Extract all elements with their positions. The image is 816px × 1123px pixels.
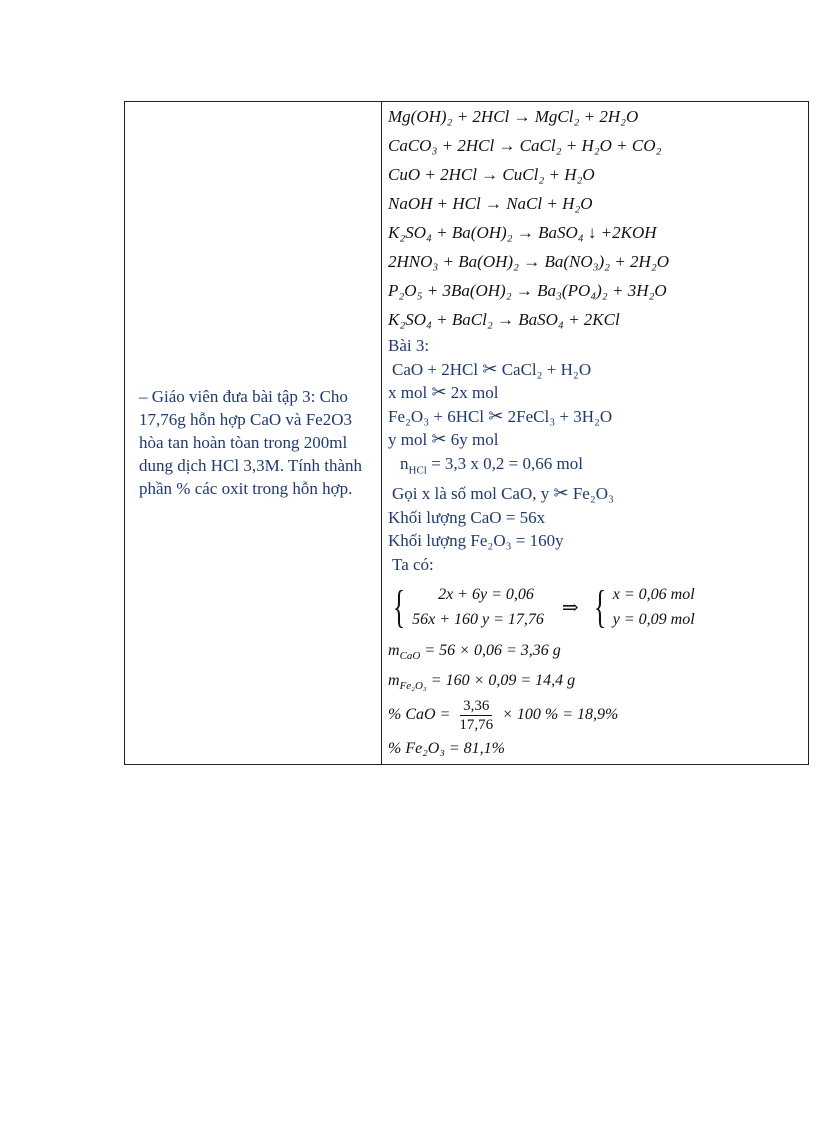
percent-fe2o3-line: % Fe₂O₃ = 81,1% xyxy=(388,740,506,758)
fraction-denominator: 17,76 xyxy=(459,717,494,734)
fraction xyxy=(456,697,496,734)
m-label: m xyxy=(388,642,400,660)
equation-line: K₂SO₄ + BaCl₂ → BaSO₄ + 2KCl xyxy=(388,310,620,329)
reaction-right: CaCl₂ + H₂O xyxy=(501,359,592,379)
mol-right: 2x mol xyxy=(450,383,499,402)
left-brace-icon: { xyxy=(593,581,606,633)
equation-line: K₂SO₄ + Ba(OH)₂ → BaSO₄ ↓ +2KOH xyxy=(388,223,657,242)
percent-tail: × 100 % = 18,9% xyxy=(502,706,619,724)
teacher-activity-cell xyxy=(125,102,382,765)
assume-right: Fe₂O₃ xyxy=(572,484,614,504)
system-eq2: 56x + 160 y = 17,76 xyxy=(412,611,544,629)
n-label: n xyxy=(400,453,409,473)
equation-line: Mg(OH)₂ + 2HCl → MgCl₂ + 2H₂O xyxy=(388,107,639,126)
mol-left: x mol xyxy=(388,383,428,402)
percent-cao-calc xyxy=(388,696,808,734)
scissors-icon: ✂ xyxy=(431,382,447,402)
solution-heading: Bài 3: xyxy=(388,336,430,355)
mol-ratio-cao xyxy=(388,381,808,405)
hcl-moles xyxy=(388,452,808,483)
fraction-numerator: 3,36 xyxy=(460,697,492,716)
equation-line: NaOH + HCl → NaCl + H₂O xyxy=(388,194,593,213)
n-value: = 3,3 x 0,2 = 0,66 mol xyxy=(431,453,583,473)
equation-system xyxy=(388,578,808,636)
equation-line: CaCO₃ + 2HCl → CaCl₂ + H₂O + CO₂ xyxy=(388,136,662,155)
mass-cao-line: Khối lượng CaO = 56x xyxy=(388,507,546,527)
taco-line: Ta có: xyxy=(392,554,434,574)
assumption-line xyxy=(388,482,808,506)
m-subscript: CaO xyxy=(399,650,421,663)
reaction-left: Fe₂O₃ + 6HCl xyxy=(388,406,485,426)
solution-block xyxy=(388,334,808,576)
system-res2: y = 0,09 mol xyxy=(612,611,695,629)
reaction-right: 2FeCl₃ + 3H₂O xyxy=(507,406,613,426)
m-value: = 160 × 0,09 = 14,4 g xyxy=(430,672,576,690)
reaction-cao xyxy=(388,358,808,382)
mol-right: 6y mol xyxy=(450,430,499,449)
mass-cao-calc xyxy=(388,636,808,666)
scissors-icon: ✂ xyxy=(488,405,504,426)
table-row xyxy=(125,102,809,765)
lesson-table xyxy=(124,101,809,765)
scissors-icon: ✂ xyxy=(553,483,569,504)
implies-icon: ⇒ xyxy=(561,596,579,619)
system-res1: x = 0,06 mol xyxy=(612,586,695,604)
mol-left: y mol xyxy=(388,430,428,449)
system-equations xyxy=(412,582,544,632)
mass-fe2o3-line: Khối lượng Fe₂O₃ = 160y xyxy=(388,531,564,551)
equation-line: CuO + 2HCl → CuCl₂ + H₂O xyxy=(388,165,595,184)
equation-line: P₂O₅ + 3Ba(OH)₂ → Ba₃(PO₄)₂ + 3H₂O xyxy=(388,281,667,300)
n-subscript: HCl xyxy=(408,463,427,476)
equation-list xyxy=(388,102,808,334)
reaction-left: CaO + 2HCl xyxy=(392,359,479,379)
mass-fe2o3-calc xyxy=(388,666,808,696)
percent-label: % CaO = xyxy=(388,706,451,724)
reaction-fe2o3 xyxy=(388,405,808,429)
m-value: = 56 × 0,06 = 3,36 g xyxy=(424,642,561,660)
m-label: m xyxy=(388,672,400,690)
scissors-icon: ✂ xyxy=(482,358,498,379)
system-eq1: 2x + 6y = 0,06 xyxy=(438,586,534,604)
exercise-prompt: – Giáo viên đưa bài tập 3: Cho 17,76g hỗn hợp CaO và Fe2O3 hòa tan hoàn tòan trong 200ml dung dịch HCl 3,3M. Tính thành phần % các oxit trong hỗn hợp. xyxy=(139,386,363,498)
equation-line: 2HNO₃ + Ba(OH)₂ → Ba(NO₃)₂ + 2H₂O xyxy=(388,252,670,271)
m-subscript: Fe₂O₃ xyxy=(399,680,427,693)
left-brace-icon: { xyxy=(392,581,406,633)
scissors-icon: ✂ xyxy=(431,429,447,449)
solution-cell xyxy=(382,102,809,765)
assume-left: Gọi x là số mol CaO, y xyxy=(392,484,550,504)
mol-ratio-fe2o3 xyxy=(388,428,808,452)
system-results xyxy=(613,582,695,632)
